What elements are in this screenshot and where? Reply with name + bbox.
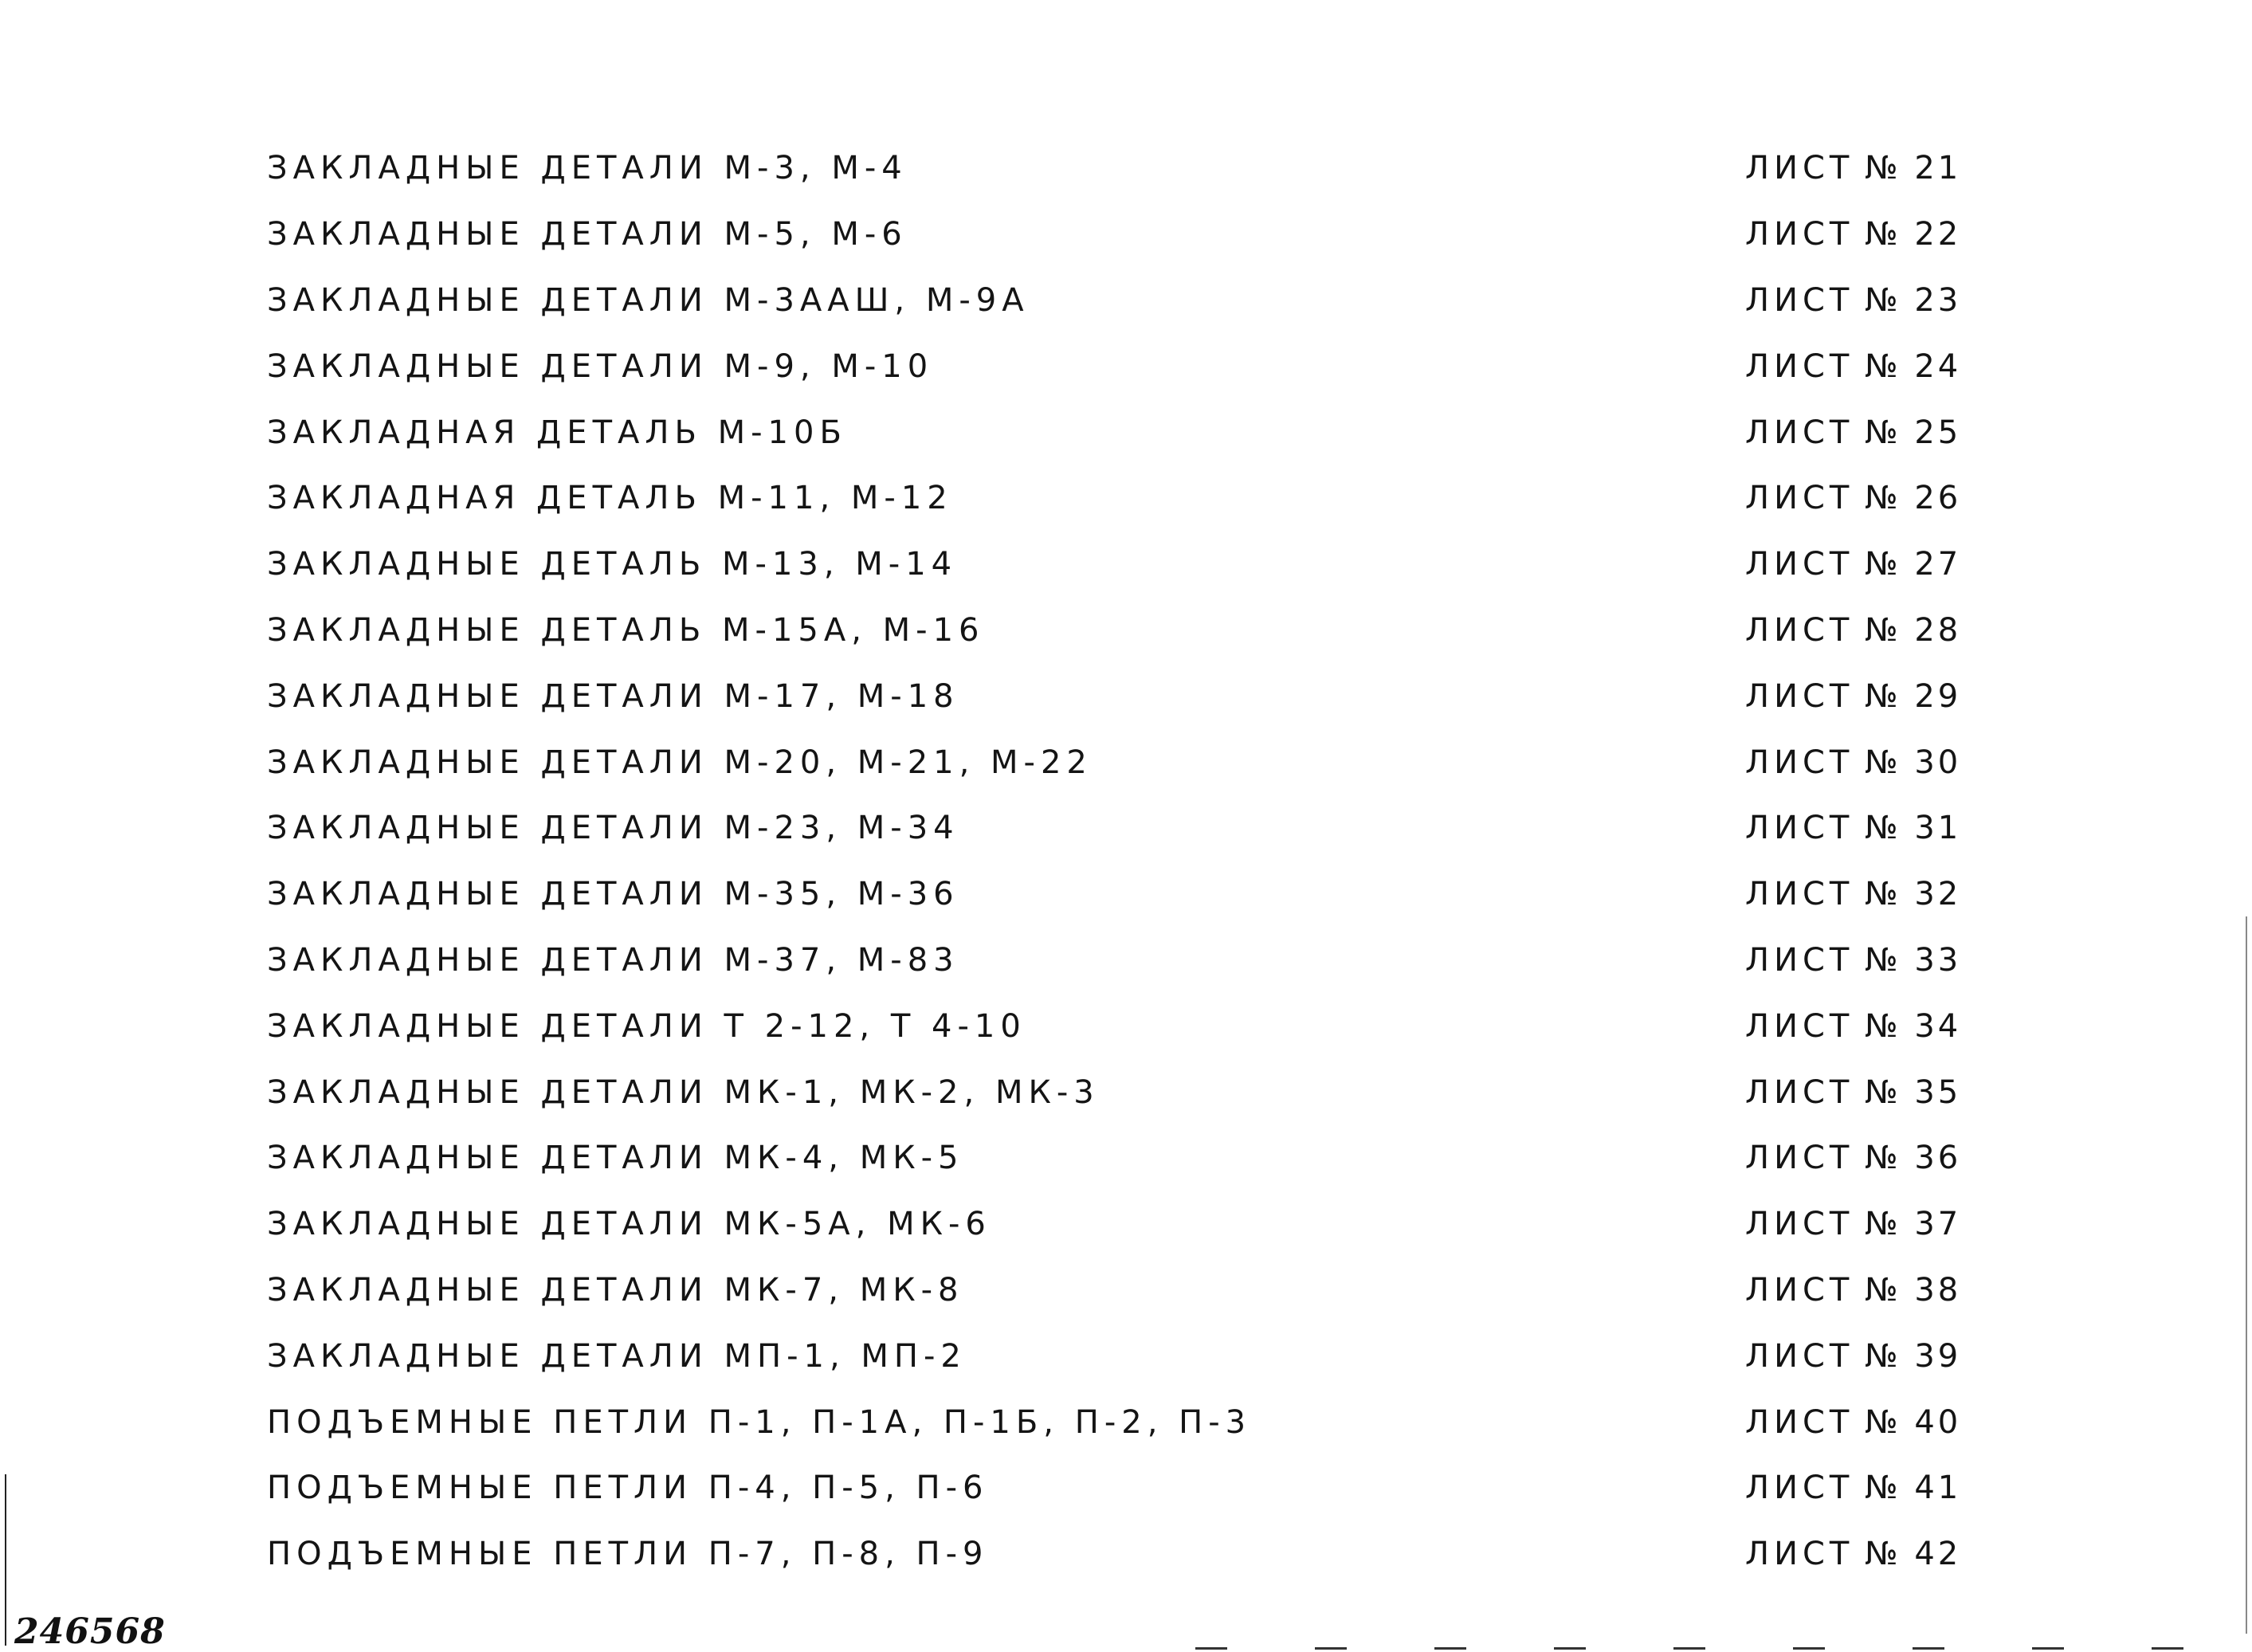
sheet-reference (1745, 1536, 1961, 1572)
right-border-line (2246, 916, 2247, 1634)
list-item (267, 532, 2020, 598)
sheet-reference (1745, 876, 1961, 912)
list-item (267, 202, 2020, 268)
sheet-reference (1745, 414, 1961, 451)
list-item (267, 598, 2020, 664)
sheet-reference (1745, 1338, 1961, 1375)
sheet-reference (1745, 1206, 1961, 1242)
sheet-word: ЛИСТ (1745, 1403, 1854, 1441)
sheet-reference (1745, 282, 1961, 319)
item-title: ЗАКЛАДНЫЕ ДЕТАЛИ М-9, М-10 (267, 347, 934, 385)
list-item (267, 1258, 2020, 1324)
sheet-number: № 22 (1865, 216, 1962, 253)
list-item (267, 795, 2020, 861)
item-title: ПОДЪЕМНЫЕ ПЕТЛИ П-4, П-5, П-6 (267, 1470, 989, 1507)
sheet-number: № 29 (1865, 677, 1962, 715)
list-item (267, 928, 2020, 994)
sheet-number: № 40 (1865, 1403, 1962, 1441)
item-title: ЗАКЛАДНЫЕ ДЕТАЛИ М-20, М-21, М-22 (267, 744, 1093, 781)
sheet-number: № 37 (1865, 1206, 1962, 1243)
list-item (267, 268, 2020, 334)
list-item (267, 729, 2020, 795)
item-title: ЗАКЛАДНЫЕ ДЕТАЛИ МК-5А, МК-6 (267, 1206, 991, 1243)
item-title: ЗАКЛАДНЫЕ ДЕТАЛИ М-5, М-6 (267, 216, 908, 253)
sheet-word: ЛИСТ (1745, 876, 1854, 913)
sheet-reference (1745, 348, 1961, 385)
sheet-number: № 38 (1865, 1271, 1962, 1309)
sheet-word: ЛИСТ (1745, 941, 1854, 979)
item-title: ЗАКЛАДНАЯ ДЕТАЛЬ М-10Б (267, 414, 847, 451)
sheet-word: ЛИСТ (1745, 1140, 1854, 1177)
sheet-reference (1745, 546, 1961, 583)
sheet-word: ЛИСТ (1745, 281, 1854, 319)
sheet-word: ЛИСТ (1745, 1007, 1854, 1045)
item-title: ЗАКЛАДНЫЕ ДЕТАЛИ МП-1, МП-2 (267, 1337, 967, 1375)
sheet-word: ЛИСТ (1745, 546, 1854, 583)
item-title: ЗАКЛАДНЫЕ ДЕТАЛИ МК-1, МК-2, МК-3 (267, 1073, 1100, 1111)
sheet-word: ЛИСТ (1745, 1206, 1854, 1243)
sheet-word: ЛИСТ (1745, 480, 1854, 517)
item-title: ЗАКЛАДНЫЕ ДЕТАЛИ Т 2-12, Т 4-10 (267, 1007, 1026, 1045)
item-title: ЗАКЛАДНЫЕ ДЕТАЛИ М-3, М-4 (267, 150, 908, 187)
sheet-number: № 30 (1865, 744, 1962, 781)
list-item (267, 861, 2020, 928)
item-title: ПОДЪЕМНЫЕ ПЕТЛИ П-1, П-1А, П-1Б, П-2, П-3 (267, 1403, 1252, 1441)
item-title: ЗАКЛАДНЫЕ ДЕТАЛИ М-35, М-36 (267, 876, 959, 913)
sheet-number: № 39 (1865, 1337, 1962, 1375)
sheet-number: № 21 (1865, 150, 1962, 187)
sheet-reference (1745, 1008, 1961, 1045)
item-title: ЗАКЛАДНЫЕ ДЕТАЛИ МК-7, МК-8 (267, 1271, 964, 1309)
contents-list (267, 135, 2020, 1587)
list-item (267, 1191, 2020, 1258)
sheet-reference (1745, 942, 1961, 979)
item-title: ПОДЪЕМНЫЕ ПЕТЛИ П-7, П-8, П-9 (267, 1536, 989, 1573)
sheet-reference (1745, 1272, 1961, 1309)
list-item (267, 1455, 2020, 1521)
sheet-number: № 35 (1865, 1073, 1962, 1111)
archive-number: 246568 (14, 1611, 166, 1652)
sheet-word: ЛИСТ (1745, 347, 1854, 385)
sheet-reference (1745, 1404, 1961, 1441)
sheet-word: ЛИСТ (1745, 611, 1854, 649)
sheet-word: ЛИСТ (1745, 414, 1854, 451)
list-item (267, 993, 2020, 1059)
sheet-number: № 27 (1865, 546, 1962, 583)
sheet-number: № 34 (1865, 1007, 1962, 1045)
sheet-word: ЛИСТ (1745, 677, 1854, 715)
sheet-word: ЛИСТ (1745, 1536, 1854, 1573)
left-border-line (5, 1474, 6, 1646)
sheet-reference (1745, 1140, 1961, 1176)
sheet-number: № 42 (1865, 1536, 1962, 1573)
sheet-reference (1745, 744, 1961, 781)
list-item (267, 1059, 2020, 1125)
list-item (267, 1323, 2020, 1389)
sheet-word: ЛИСТ (1745, 150, 1854, 187)
sheet-word: ЛИСТ (1745, 744, 1854, 781)
sheet-word: ЛИСТ (1745, 810, 1854, 847)
list-item (267, 135, 2020, 202)
item-title: ЗАКЛАДНЫЕ ДЕТАЛИ МК-4, МК-5 (267, 1140, 964, 1177)
sheet-number: № 24 (1865, 347, 1962, 385)
list-item (267, 399, 2020, 465)
list-item (267, 1125, 2020, 1191)
sheet-reference (1745, 810, 1961, 846)
sheet-word: ЛИСТ (1745, 216, 1854, 253)
sheet-number: № 33 (1865, 941, 1962, 979)
sheet-reference (1745, 1470, 1961, 1506)
sheet-number: № 36 (1865, 1140, 1962, 1177)
item-title: ЗАКЛАДНЫЕ ДЕТАЛИ М-37, М-83 (267, 941, 959, 979)
list-item (267, 1521, 2020, 1587)
sheet-number: № 23 (1865, 281, 1962, 319)
list-item (267, 465, 2020, 532)
item-title: ЗАКЛАДНЫЕ ДЕТАЛИ М-23, М-34 (267, 810, 959, 847)
list-item (267, 333, 2020, 399)
sheet-number: № 28 (1865, 611, 1962, 649)
sheet-number: № 41 (1865, 1470, 1962, 1507)
sheet-reference (1745, 150, 1961, 186)
sheet-reference (1745, 1074, 1961, 1111)
sheet-word: ЛИСТ (1745, 1073, 1854, 1111)
list-item (267, 663, 2020, 729)
sheet-word: ЛИСТ (1745, 1337, 1854, 1375)
sheet-reference (1745, 612, 1961, 649)
sheet-reference (1745, 678, 1961, 715)
sheet-word: ЛИСТ (1745, 1271, 1854, 1309)
sheet-reference (1745, 216, 1961, 253)
item-title: ЗАКЛАДНАЯ ДЕТАЛЬ М-11, М-12 (267, 480, 953, 517)
sheet-number: № 25 (1865, 414, 1962, 451)
item-title: ЗАКЛАДНЫЕ ДЕТАЛЬ М-15А, М-16 (267, 611, 985, 649)
sheet-number: № 32 (1865, 876, 1962, 913)
list-item (267, 1389, 2020, 1455)
item-title: ЗАКЛАДНЫЕ ДЕТАЛЬ М-13, М-14 (267, 546, 958, 583)
bottom-edge-marks (1195, 1647, 2252, 1650)
sheet-reference (1745, 480, 1961, 516)
sheet-number: № 31 (1865, 810, 1962, 847)
sheet-word: ЛИСТ (1745, 1470, 1854, 1507)
item-title: ЗАКЛАДНЫЕ ДЕТАЛИ М-3ААШ, М-9А (267, 281, 1030, 319)
item-title: ЗАКЛАДНЫЕ ДЕТАЛИ М-17, М-18 (267, 677, 959, 715)
sheet-number: № 26 (1865, 480, 1962, 517)
